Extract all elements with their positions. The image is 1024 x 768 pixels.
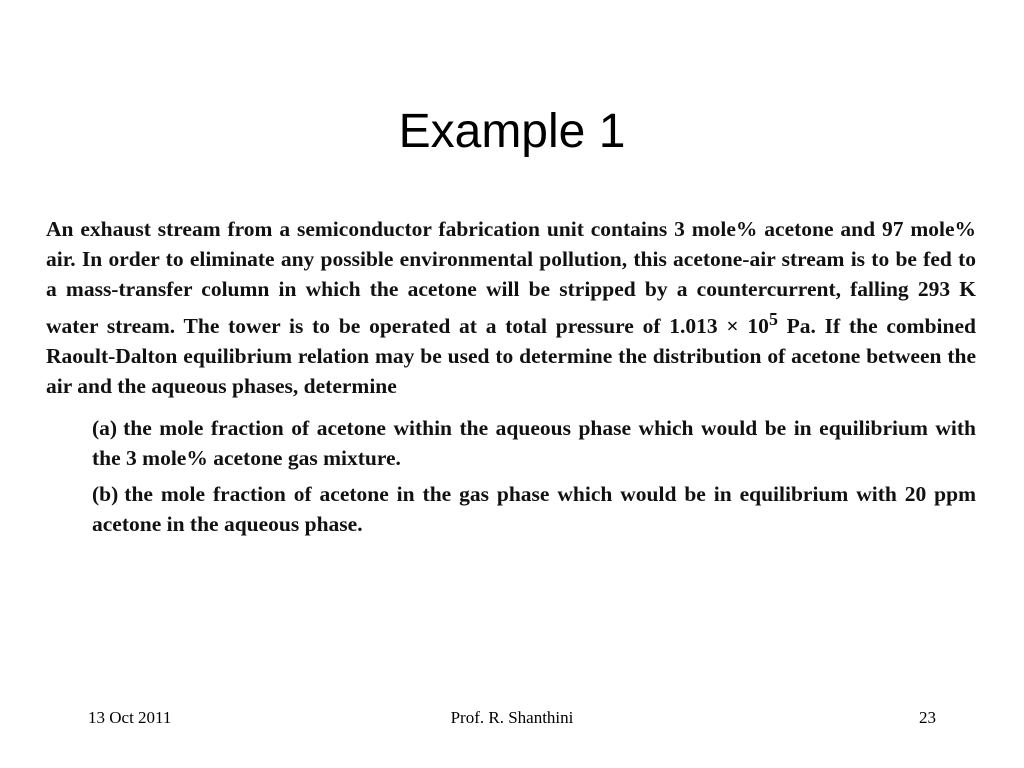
part-a-text: the mole fraction of acetone within the aqueous phase which would be in equilibrium with the 3 mole% acetone gas mixture. [92,416,976,471]
problem-statement [46,214,976,539]
footer-author: Prof. R. Shanthini [450,708,574,727]
footer-page-number: 23 [919,708,936,727]
problem-intro-text: An exhaust stream from a semiconductor fabrication unit contains 3 mole% acetone and 97 mole% air. In order to eliminate any possible environmental pollution, this acetone-air stream is to be fed to a mass-transfer column in which the acetone will be stripped by a countercurrent, falling 293 K water stream. The tower is to be operated at a total pressure of 1.013 × 10 [46,217,976,339]
part-b-label: (b) [92,482,119,507]
slide-title: Example 1 [398,105,626,158]
part-b-text: the mole fraction of acetone in the gas phase which would be in equilibrium with 20 ppm acetone in the aqueous phase. [92,482,976,537]
pressure-exponent: 5 [768,309,778,329]
problem-intro [46,214,976,401]
part-a-label: (a) [92,416,118,441]
problem-part-a [92,413,976,473]
footer-date: 13 Oct 2011 [88,708,172,727]
problem-part-b [92,479,976,539]
problem-intro-continued: Pa. If the combined Raoult-Dalton equilibrium relation may be used to determine the distribution of acetone between the air and the aqueous phases, determine [46,314,976,399]
